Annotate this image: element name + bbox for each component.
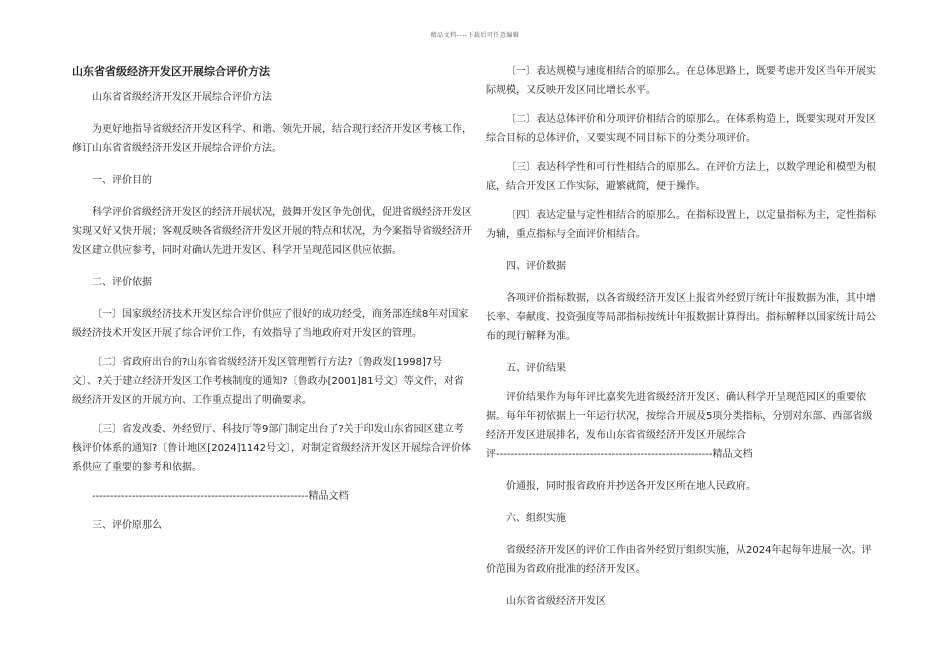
divider-dashes: ------------------------------------------------------------	[496, 449, 713, 460]
principle-1: 〔一〕表达规模与速度相结合的原那么。在总体思路上，既要考虑开发区当年开展实际规模，又反映开发区同比增长水平。	[486, 66, 876, 96]
section-6-heading: 六、组织实施	[506, 513, 566, 524]
section-2-heading: 二、评价依据	[92, 277, 152, 288]
page-header: 精品文档----下载后可任意编辑	[430, 32, 520, 39]
signature: 山东省省级经济开发区	[506, 596, 606, 607]
section-3-heading: 三、评价原那么	[92, 520, 162, 531]
page-divider-right	[486, 445, 878, 464]
principle-4: 〔四〕表达定量与定性相结合的原那么。在指标设置上，以定量指标为主，定性指标为辅，重点指标与全面评价相结合。	[486, 210, 876, 240]
section-1-heading: 一、评价目的	[92, 175, 152, 186]
section-5-continuation: 价通报，同时报省政府并抄送各开发区所在地人民政府。	[506, 481, 756, 492]
section-5-heading: 五、评价结果	[506, 363, 566, 374]
divider-dashes: ------------------------------------------------------------	[92, 491, 309, 502]
section-2-paragraph-2: 〔二〕省政府出台的?山东省省级经济开发区管理暂行方法?〔鲁政发[1998]7号文〕、?关于建立经济开发区工作考核制度的通知?〔鲁政办[2001]81号文〕等文件，对省级经济开发区的开展方向、工作重点提出了明确要求。	[72, 357, 464, 406]
right-column	[486, 62, 878, 611]
section-2-paragraph-3: 〔三〕省发改委、外经贸厅、科技厅等9部门制定出台了?关于印发山东省园区建立考核评价体系的通知?〔鲁计地区[2024]1142号文〕，对制定省级经济开发区开展综合评价体系供应了重要的参考和依据。	[72, 424, 472, 473]
intro-paragraph: 为更好地指导省级经济开发区科学、和谐、领先开展，结合现行经济开发区考核工作，修订山东省省级经济开发区开展综合评价方法。	[72, 124, 472, 154]
principle-3: 〔三〕表达科学性和可行性相结合的原那么。在评价方法上，以数学理论和模型为根底，结合开发区工作实际，避繁就简，便于操作。	[486, 162, 876, 192]
divider-label: 精品文档	[712, 449, 753, 460]
document-title: 山东省省级经济开发区开展综合评价方法	[72, 65, 270, 78]
section-4-body: 各项评价指标数据，以各省级经济开发区上报省外经贸厅统计年报数据为准，其中增长率、奉献度、投资强度等局部指标按统计年报数据计算得出。指标解释以国家统计局公布的现行解释为准。	[486, 293, 876, 342]
section-4-heading: 四、评价数据	[506, 261, 566, 272]
section-5-body: 评价结果作为每年评比嘉奖先进省级经济开发区、确认科学开呈现范园区的重要依据。每年年初依据上一年运行状况，按综合开展及5项分类指标，分别对东部、西部省级经济开发区进展排名，发布山东省省级经济开发区开展综合	[486, 392, 873, 441]
section-2-paragraph-1: 〔一〕国家级经济技术开发区综合评价供应了很好的成功经受，商务部连续8年对国家级经济技术开发区开展了综合评价工作，有效指导了当地政府对开发区的管理。	[72, 309, 469, 339]
section-1-body: 科学评价省级经济开发区的经济开展状况，鼓舞开发区争先创优，促进省级经济开发区实现又好又快开展；客观反映各省级经济开发区开展的特点和状况，为今案指导省级经济开发区建立供应参考，同时对确认先进开发区、科学开呈现范园区供应依据。	[72, 207, 472, 256]
section-6-body: 省级经济开发区的评价工作由省外经贸厅组织实施，从2024年起每年进展一次。评价范围为省政府批准的经济开发区。	[486, 545, 872, 575]
left-column	[72, 62, 472, 535]
divider-prefix: 评	[486, 449, 496, 460]
divider-label: 精品文档	[308, 491, 349, 502]
document-subtitle: 山东省省级经济开发区开展综合评价方法	[92, 92, 272, 103]
principle-2: 〔二〕表达总体评价和分项评价相结合的原那么。在体系构造上，既要实现对开发区综合目标的总体评价，又要实现不同目标下的分类分项评价。	[486, 114, 876, 144]
page-divider	[72, 487, 472, 506]
